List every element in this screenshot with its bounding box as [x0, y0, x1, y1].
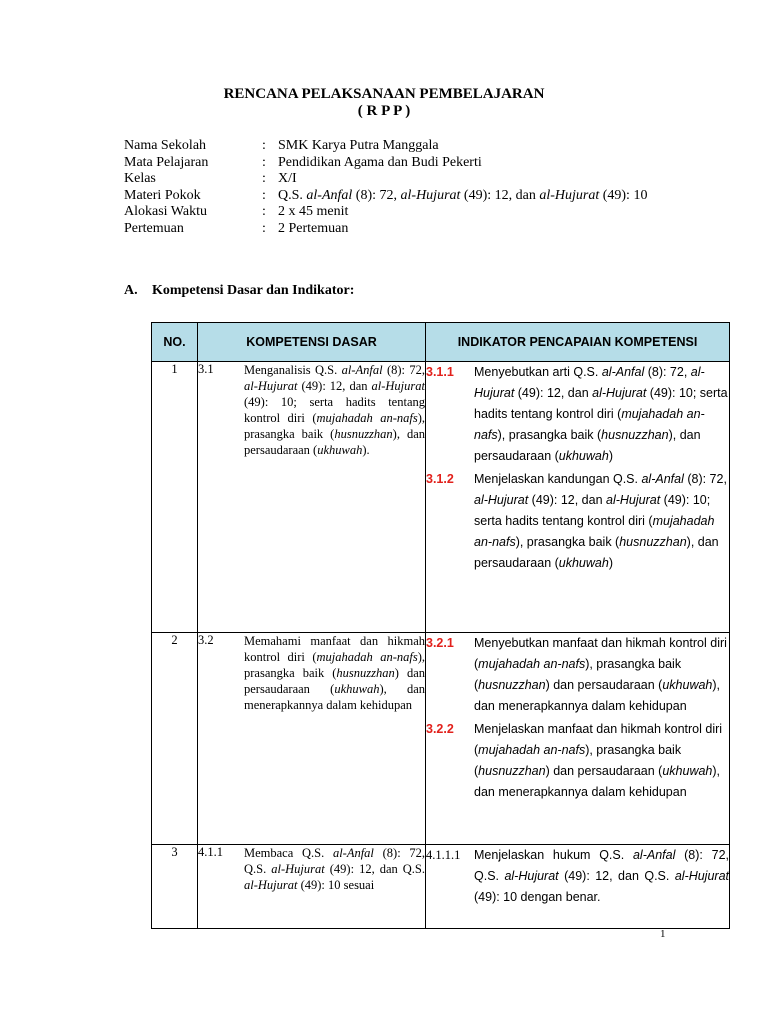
identity-label: Alokasi Waktu [124, 204, 207, 220]
table-row [152, 845, 730, 929]
identity-value: 2 Pertemuan [278, 220, 349, 236]
identity-value: Q.S. al-Anfal (8): 72, al-Hujurat (49): 12, dan al-Hujurat (49): 10 [278, 187, 648, 203]
header-indikator: INDIKATOR PENCAPAIAN KOMPETENSI [426, 323, 730, 362]
row-number: 1 [152, 362, 198, 633]
identity-colon: : [262, 171, 266, 187]
page-number: 1 [660, 928, 666, 940]
identity-label: Nama Sekolah [124, 138, 207, 153]
table-header-row [152, 323, 730, 362]
indicator-number: 3.1.2 [426, 472, 454, 486]
identity-label: Kelas [124, 171, 156, 187]
header-kompetensi-dasar: KOMPETENSI DASAR [198, 323, 426, 362]
identity-colon: : [262, 204, 266, 220]
indicator-item [426, 633, 729, 717]
kd-number: 4.1.1 [198, 845, 223, 859]
kd-number: 3.1 [198, 362, 214, 376]
identity-row [124, 204, 658, 221]
indicator-item [426, 469, 729, 574]
section-a-heading [124, 283, 354, 299]
competency-table [151, 322, 730, 929]
identity-colon: : [262, 220, 266, 236]
identity-colon: : [262, 187, 266, 203]
indicator-text: Menjelaskan kandungan Q.S. al-Anfal (8): 72, al-Hujurat (49): 12, dan al-Hujurat (49): 10; serta hadits tentang kontrol diri (mujahadah an-nafs), prasangka baik (husnuzzhan), dan persaudaraan (ukhuwah) [474, 472, 727, 570]
identity-value: SMK Karya Putra Manggala [278, 138, 439, 153]
document-title: RENCANA PELAKSANAAN PEMBELAJARAN [223, 86, 545, 102]
indicator-text: Menjelaskan manfaat dan hikmah kontrol diri (mujahadah an-nafs), prasangka baik (husnuzzhan) dan persaudaraan (ukhuwah), dan menerapkannya dalam kehidupan [474, 722, 723, 799]
row-number: 2 [152, 633, 198, 845]
identity-colon: : [262, 154, 266, 170]
table-row [152, 633, 730, 845]
indicator-number: 4.1.1.1 [426, 848, 461, 862]
section-letter: A. [124, 283, 138, 298]
identity-row [124, 221, 658, 238]
identity-block [124, 138, 658, 238]
row-number: 3 [152, 845, 198, 929]
indicator-number: 3.2.1 [426, 636, 454, 650]
identity-row [124, 155, 658, 172]
indicator-item [426, 362, 729, 467]
indicator-item [426, 719, 729, 803]
indicator-cell [426, 845, 730, 929]
table-row [152, 362, 730, 633]
identity-row [124, 188, 658, 205]
identity-row [124, 171, 658, 188]
kd-cell [198, 362, 426, 633]
identity-value: Pendidikan Agama dan Budi Pekerti [278, 154, 482, 170]
indicator-number: 3.2.2 [426, 722, 454, 736]
section-title: Kompetensi Dasar dan Indikator: [152, 283, 355, 298]
identity-value: 2 x 45 menit [278, 204, 349, 220]
kd-text: Membaca Q.S. al-Anfal (8): 72, Q.S. al-Hujurat (49): 12, dan Q.S. al-Hujurat (49): 10 sesuai [244, 846, 425, 892]
indicator-item [426, 845, 729, 908]
identity-row [124, 138, 658, 155]
indicator-text: Menjelaskan hukum Q.S. al-Anfal (8): 72, Q.S. al-Hujurat (49): 12, dan Q.S. al-Hujurat (49): 10 dengan benar. [474, 848, 729, 904]
indicator-text: Menyebutkan arti Q.S. al-Anfal (8): 72, al-Hujurat (49): 12, dan al-Hujurat (49): 10; serta hadits tentang kontrol diri (mujahadah an-nafs), prasangka baik (husnuzzhan), dan persaudaraan (ukhuwah) [474, 365, 728, 463]
identity-value: X/I [278, 171, 297, 187]
indicator-text: Menyebutkan manfaat dan hikmah kontrol diri (mujahadah an-nafs), prasangka baik (husnuzzhan) dan persaudaraan (ukhuwah), dan menerapkannya dalam kehidupan [474, 636, 727, 713]
identity-label: Mata Pelajaran [124, 154, 209, 170]
kd-number: 3.2 [198, 633, 214, 647]
header-no: NO. [152, 323, 198, 362]
indicator-cell [426, 362, 730, 633]
identity-colon: : [262, 138, 266, 153]
kd-text: Menganalisis Q.S. al-Anfal (8): 72, al-Hujurat (49): 12, dan al-Hujurat (49): 10; serta hadits tentang kontrol diri (mujahadah an-nafs), prasangka baik (husnuzzhan), dan persaudaraan (ukhuwah). [244, 363, 425, 457]
identity-label: Pertemuan [124, 220, 184, 236]
indicator-number: 3.1.1 [426, 365, 454, 379]
kd-cell [198, 845, 426, 929]
document-subtitle: ( R P P ) [357, 103, 411, 119]
kd-cell [198, 633, 426, 845]
identity-label: Materi Pokok [124, 187, 201, 203]
kd-text: Memahami manfaat dan hikmah kontrol diri (mujahadah an-nafs), prasangka baik (husnuzzhan) dan persaudaraan (ukhuwah), dan menerapkannya dalam kehidupan [244, 634, 426, 712]
indicator-cell [426, 633, 730, 845]
